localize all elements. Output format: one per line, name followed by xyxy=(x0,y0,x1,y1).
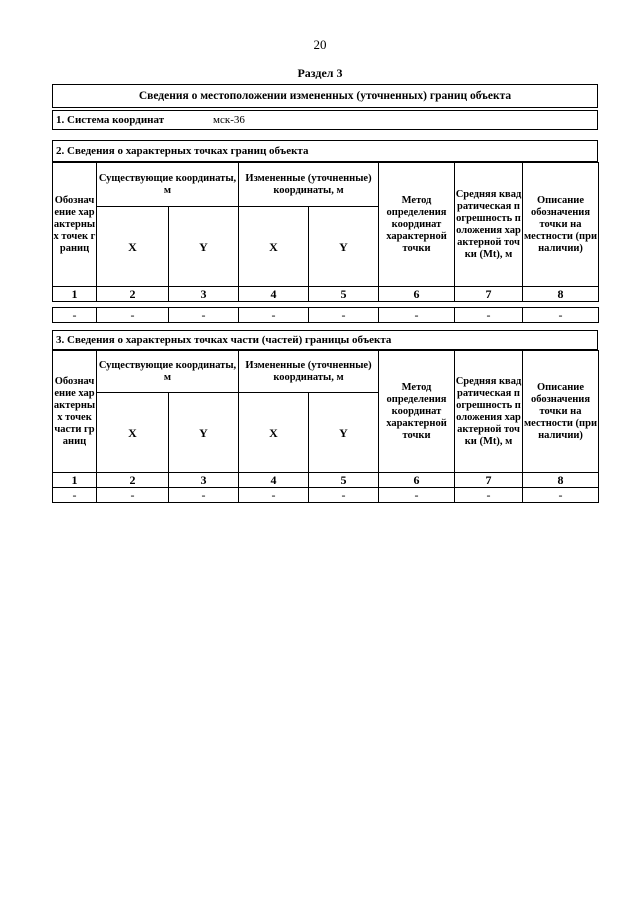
table1-col-method: Метод определения координат характерной точки xyxy=(379,163,455,287)
table2-cell: - xyxy=(97,488,169,503)
table2-group-changed: Измененные (уточненные) координаты, м xyxy=(239,351,379,393)
table2-group-existing: Существующие координаты, м xyxy=(97,351,239,393)
table1-existing-x: X xyxy=(97,207,169,287)
table2-num: 5 xyxy=(309,473,379,488)
table2-num: 6 xyxy=(379,473,455,488)
table1-cell: - xyxy=(169,308,239,323)
table2-cell: - xyxy=(523,488,599,503)
table2-number-row xyxy=(53,473,599,488)
table1-cell: - xyxy=(239,308,309,323)
table2-num: 8 xyxy=(523,473,599,488)
table1-changed-x: X xyxy=(239,207,309,287)
table1-heading: 2. Сведения о характерных точках границ объекта xyxy=(56,145,309,157)
table1-col-designation: Обозначение характерных точек границ xyxy=(53,163,97,287)
table1-changed-y: Y xyxy=(309,207,379,287)
table2-cell: - xyxy=(239,488,309,503)
table2-cell: - xyxy=(379,488,455,503)
table2-num: 4 xyxy=(239,473,309,488)
table2-col-method: Метод определения координат характерной точки xyxy=(379,351,455,473)
coord-system-box xyxy=(52,110,598,130)
coord-system-value: мск-36 xyxy=(213,114,245,126)
table2-col-error: Средняя квадратическая погрешность положения характерной точки (Mt), м xyxy=(455,351,523,473)
table2-existing-y: Y xyxy=(169,393,239,473)
table1-num: 7 xyxy=(455,287,523,302)
table2-num: 2 xyxy=(97,473,169,488)
table1-group-existing: Существующие координаты, м xyxy=(97,163,239,207)
table-row xyxy=(53,488,599,503)
table2 xyxy=(52,350,599,503)
table2-num: 7 xyxy=(455,473,523,488)
table1-col-description: Описание обозначения точки на местности (при наличии) xyxy=(523,163,599,287)
table1-num: 6 xyxy=(379,287,455,302)
table2-num: 3 xyxy=(169,473,239,488)
table1-group-changed: Измененные (уточненные) координаты, м xyxy=(239,163,379,207)
table1-heading-box xyxy=(52,140,598,162)
table1-col-error: Средняя квадратическая погрешность положения характерной точки (Mt), м xyxy=(455,163,523,287)
table2-changed-x: X xyxy=(239,393,309,473)
table2-cell: - xyxy=(169,488,239,503)
section-title: Раздел 3 xyxy=(297,66,343,80)
table1-num: 2 xyxy=(97,287,169,302)
table1-num: 8 xyxy=(523,287,599,302)
table1-num: 4 xyxy=(239,287,309,302)
table1 xyxy=(52,162,599,323)
table1-number-row xyxy=(53,287,599,302)
table2-col-description: Описание обозначения точки на местности (при наличии) xyxy=(523,351,599,473)
main-heading: Сведения о местоположении измененных (уточненных) границ объекта xyxy=(138,90,512,102)
table1-cell: - xyxy=(379,308,455,323)
table1-existing-y: Y xyxy=(169,207,239,287)
table2-heading-box xyxy=(52,330,598,350)
page-number: 20 xyxy=(313,37,327,52)
table2-cell: - xyxy=(309,488,379,503)
coord-system-label: 1. Система координат xyxy=(56,114,165,126)
table-row xyxy=(53,308,599,323)
table1-num: 3 xyxy=(169,287,239,302)
table2-col-designation: Обозначение характерных точек части границ xyxy=(53,351,97,473)
table1-cell: - xyxy=(309,308,379,323)
main-heading-box xyxy=(52,84,598,108)
table2-cell: - xyxy=(53,488,97,503)
table1-cell: - xyxy=(455,308,523,323)
table2-num: 1 xyxy=(53,473,97,488)
table2-heading: 3. Сведения о характерных точках части (частей) границы объекта xyxy=(56,334,392,346)
table1-cell: - xyxy=(97,308,169,323)
table1-num: 5 xyxy=(309,287,379,302)
table1-num: 1 xyxy=(53,287,97,302)
table1-cell: - xyxy=(523,308,599,323)
table2-existing-x: X xyxy=(97,393,169,473)
table1-cell: - xyxy=(53,308,97,323)
table2-cell: - xyxy=(455,488,523,503)
table2-changed-y: Y xyxy=(309,393,379,473)
